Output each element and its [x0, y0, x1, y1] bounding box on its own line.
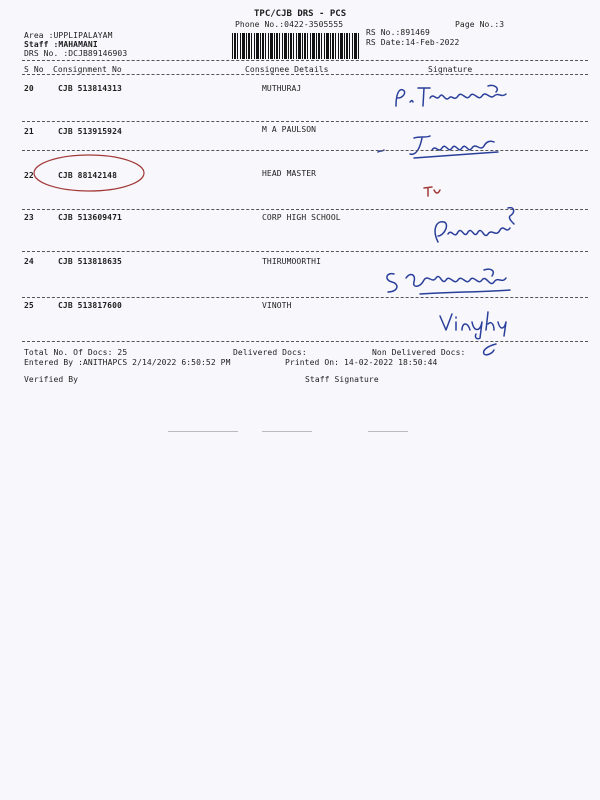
row-sno: 24 — [24, 257, 34, 266]
signature-row-24 — [380, 262, 530, 302]
page-number: Page No.:3 — [455, 20, 505, 29]
row-consignment-no: CJB 513818635 — [58, 257, 122, 266]
row-consignment-no: CJB 513915924 — [58, 127, 122, 136]
total-docs: Total No. Of Docs: 25 — [24, 348, 128, 357]
staff-signature-label: Staff Signature — [305, 375, 379, 384]
barcode — [232, 33, 360, 59]
row-divider — [22, 297, 588, 298]
row-consignment-no: CJB 513609471 — [58, 213, 122, 222]
scan-smudge — [168, 431, 238, 432]
rs-number: RS No.:891469 — [366, 28, 430, 37]
row-consignee: CORP HIGH SCHOOL — [262, 213, 341, 222]
row-sno: 25 — [24, 301, 34, 310]
entered-by: Entered By :ANITHAPCS 2/14/2022 6:50:52 PM — [24, 358, 231, 367]
scan-smudge — [368, 431, 408, 432]
document-title: TPC/CJB DRS - PCS — [254, 9, 347, 19]
row-divider — [22, 251, 588, 252]
row-consignment-no: CJB 513817600 — [58, 301, 122, 310]
col-sno: S No — [24, 65, 44, 74]
signature-row-20 — [390, 78, 520, 114]
signature-row-22 — [420, 182, 450, 200]
row-consignee: MUTHURAJ — [262, 84, 302, 93]
delivered-docs: Delivered Docs: — [233, 348, 307, 357]
phone-number: Phone No.:0422-3505555 — [235, 20, 344, 29]
col-consignee: Consignee Details — [245, 65, 329, 74]
row-sno: 20 — [24, 84, 34, 93]
row-consignee: VINOTH — [262, 301, 292, 310]
row-consignee: HEAD MASTER — [262, 169, 317, 178]
column-header-divider — [22, 74, 588, 75]
signature-row-21 — [370, 128, 510, 162]
col-consignment: Consignment No — [53, 65, 122, 74]
row-consignee: THIRUMOORTHI — [262, 257, 321, 266]
row-consignee: M A PAULSON — [262, 125, 317, 134]
col-signature: Signature — [428, 65, 473, 74]
row-sno: 22 — [24, 171, 34, 180]
staff-label: Staff :MAHAMANI — [24, 40, 98, 49]
row-divider — [22, 150, 588, 151]
non-delivered-docs: Non Delivered Docs: — [372, 348, 466, 357]
verified-by-label: Verified By — [24, 375, 79, 384]
printed-on: Printed On: 14-02-2022 18:50:44 — [285, 358, 438, 367]
scan-smudge — [262, 431, 312, 432]
row-divider — [22, 341, 588, 342]
area-label: Area :UPPLIPALAYAM — [24, 31, 113, 40]
row-sno: 21 — [24, 127, 34, 136]
drs-number: DRS No. :DCJB89146903 — [24, 49, 128, 58]
row-consignment-no: CJB 513814313 — [58, 84, 122, 93]
header-divider — [22, 60, 588, 61]
signature-row-25 — [436, 308, 516, 340]
pen-tick-mark — [478, 340, 502, 360]
rs-date: RS Date:14-Feb-2022 — [366, 38, 460, 47]
row-divider — [22, 121, 588, 122]
row-sno: 23 — [24, 213, 34, 222]
row-consignment-no: CJB 88142148 — [58, 171, 117, 180]
signature-row-23 — [428, 200, 528, 250]
